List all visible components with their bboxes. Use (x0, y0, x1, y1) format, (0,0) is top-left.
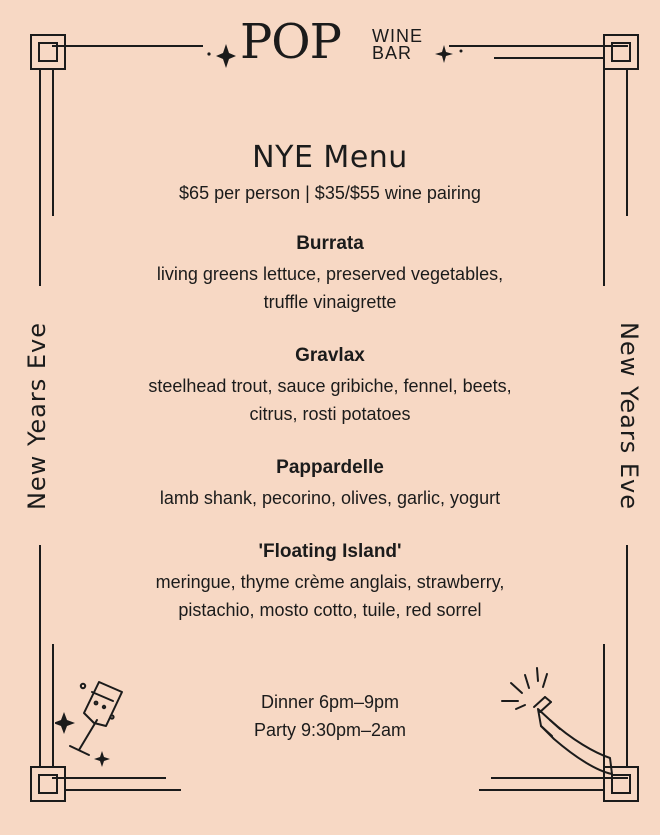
course-description: meringue, thyme crème anglais, strawberry, pistachio, mosto cotto, tuile, red sorrel (155, 572, 505, 620)
menu-price: $65 per person | $35/$55 wine pairing (179, 183, 481, 203)
course-description: lamb shank, pecorino, olives, garlic, yogurt (159, 488, 501, 508)
logo-bar-text: BAR (372, 42, 413, 63)
course-name: 'Floating Island' (258, 541, 402, 562)
menu-content (95, 140, 565, 624)
side-label-left: New Years Eve (23, 321, 51, 511)
course-name: Gravlax (295, 345, 365, 366)
party-hours: Party 9:30pm–2am (253, 720, 407, 740)
logo-wine-text: WINE (372, 26, 423, 46)
course-floating-island (95, 541, 565, 624)
logo-sub-text (372, 28, 423, 61)
sparkle-icon (434, 42, 468, 70)
champagne-bottle-icon (492, 662, 622, 782)
side-label-right: New Years Eve (615, 321, 643, 511)
course-description: steelhead trout, sauce gribiche, fennel, beets, citrus, rosti potatoes (148, 376, 512, 424)
sparkle-icon (202, 42, 236, 70)
course-burrata (95, 233, 565, 316)
pop-wine-bar-logo (240, 16, 430, 76)
course-gravlax (95, 345, 565, 428)
dinner-hours: Dinner 6pm–9pm (260, 692, 400, 712)
hours-block (220, 688, 440, 744)
champagne-glass-icon (55, 668, 140, 773)
course-name: Pappardelle (276, 457, 384, 478)
logo-main-text: POP (240, 14, 341, 70)
course-pappardelle (95, 457, 565, 512)
menu-title: NYE Menu (252, 140, 408, 175)
course-name: Burrata (296, 233, 364, 254)
course-description: living greens lettuce, preserved vegetables, truffle vinaigrette (156, 264, 504, 312)
